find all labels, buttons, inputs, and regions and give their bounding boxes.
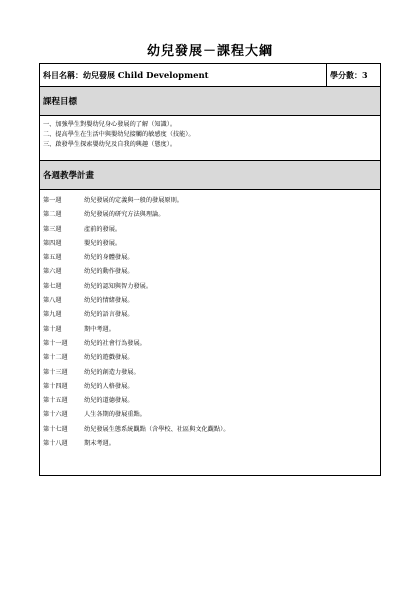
goals-heading-row: [40, 87, 381, 116]
week-row: [43, 323, 377, 337]
goal-item: 三、啟發學生探索嬰幼兒及自我的興趣（態度）。: [43, 141, 177, 148]
week-row: [43, 280, 377, 294]
goals-list: [40, 116, 381, 161]
week-label: 第八週: [43, 297, 62, 305]
week-row: [43, 194, 377, 208]
week-topic: 嬰兒的發展。: [84, 239, 122, 247]
week-row: [43, 351, 377, 365]
goals-heading: 課程目標: [40, 87, 381, 116]
week-label: 第九週: [43, 311, 62, 319]
week-label: 第十六週: [43, 411, 68, 419]
week-row: [43, 251, 377, 265]
week-row: [43, 208, 377, 222]
week-row: [43, 366, 377, 380]
week-label: 第十三週: [43, 368, 68, 376]
week-topic: 幼兒的動作發展。: [84, 268, 134, 276]
week-row: [43, 265, 377, 279]
syllabus-table: [39, 63, 381, 476]
week-label: 第二週: [43, 211, 62, 219]
week-label: 第三週: [43, 225, 62, 233]
week-label: 第七週: [43, 282, 62, 290]
weekly-schedule: [40, 190, 381, 476]
weekly-heading: 各週教學計畫: [40, 161, 381, 190]
week-topic: 幼兒的情緒發展。: [84, 297, 134, 305]
week-row: [43, 380, 377, 394]
week-row: [43, 308, 377, 322]
week-topic: 幼兒的道德發展。: [84, 397, 134, 405]
week-label: 第十八週: [43, 440, 68, 448]
course-name-zh: 幼兒發展: [83, 69, 115, 80]
week-topic: 幼兒的遊戲發展。: [84, 354, 134, 362]
week-row: [43, 394, 377, 408]
goal-item: 二、提高學生在生活中與嬰幼兒接觸的敏感度（技能）。: [43, 131, 195, 138]
week-row: [43, 223, 377, 237]
week-row: [43, 423, 377, 437]
week-row: [43, 337, 377, 351]
week-label: 第十一週: [43, 339, 68, 347]
week-label: 第十七週: [43, 425, 68, 433]
week-label: 第六週: [43, 268, 62, 276]
week-topic: 期中考週。: [84, 325, 115, 333]
week-row: [43, 237, 377, 251]
week-label: 第十週: [43, 325, 62, 333]
weekly-heading-row: [40, 161, 381, 190]
week-topic: 幼兒的語言發展。: [84, 311, 134, 319]
week-topic: 幼兒的人格發展。: [84, 382, 134, 390]
credits-cell: [327, 64, 381, 87]
week-label: 第四週: [43, 239, 62, 247]
week-topic: 期末考週。: [84, 440, 115, 448]
course-name-en: Child Development: [117, 70, 209, 81]
course-name-label: 科目名稱：: [43, 69, 83, 80]
course-name-cell: [40, 64, 327, 87]
week-topic: 幼兒發展的定義與一般的發展原則。: [84, 197, 183, 204]
week-label: 第十五週: [43, 397, 68, 405]
page-title: 幼兒發展－課程大綱: [146, 44, 273, 59]
goals-row: [40, 116, 381, 161]
week-label: 第一週: [43, 197, 62, 204]
week-topic: 人生各期的發展重點。: [84, 411, 146, 419]
week-topic: 產前的發展。: [84, 225, 122, 233]
week-row: [43, 437, 377, 451]
week-topic: 幼兒的創造力發展。: [84, 368, 140, 376]
goal-item: 一、加強學生對嬰幼兒身心發展的了解（知識）。: [43, 121, 177, 128]
week-label: 第十四週: [43, 382, 68, 390]
week-label: 第十二週: [43, 354, 68, 362]
weekly-row: [40, 190, 381, 476]
week-row: [43, 408, 377, 422]
course-info-row: [40, 64, 381, 87]
week-label: 第五週: [43, 254, 62, 262]
credits-label: 學分數：: [330, 69, 362, 80]
week-topic: 幼兒發展的研究方法與理論。: [84, 211, 165, 219]
week-topic: 幼兒的身體發展。: [84, 254, 134, 262]
week-row: [43, 294, 377, 308]
week-topic: 幼兒的社會行為發展。: [84, 339, 146, 347]
week-topic: 幼兒發展生態系統觀點（含學校、社區與文化觀點）。: [84, 425, 230, 433]
week-topic: 幼兒的認知與智力發展。: [84, 282, 153, 290]
credits-value: 3: [362, 69, 368, 80]
